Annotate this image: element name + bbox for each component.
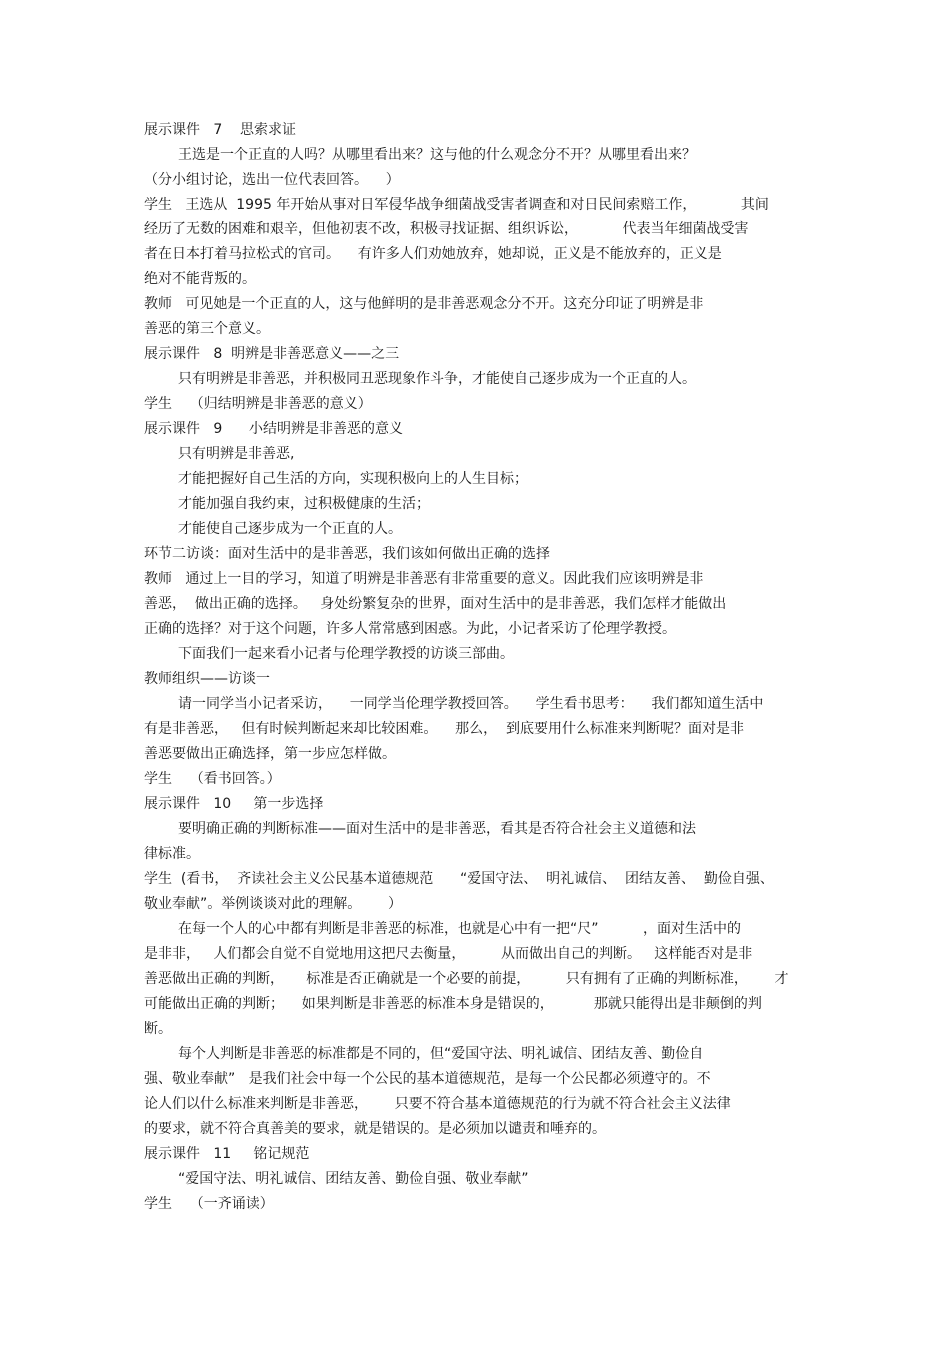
student-paragraph-line: 者在日本打着马拉松式的官司。 有许多人们劝她放弃，她却说，正义是不能放弃的，正义是 — [144, 246, 722, 262]
paragraph-line: 是非非， 人们都会自觉不自觉地用这把尺去衡量， 从而做出自己的判断。 这样能否对是非 — [144, 946, 753, 962]
summary-line: 只有明辨是非善恶, — [178, 446, 295, 462]
paragraph-line: 的要求，就不符合真善美的要求，就是错误的。是必须加以谴责和唾弃的。 — [144, 1121, 606, 1137]
paragraph-line: 善恶做出正确的判断， 标准是否正确就是一个必要的前提， 只有拥有了正确的判断标准， 才 — [144, 971, 789, 987]
paragraph-line: 可能做出正确的判断； 如果判断是非善恶的标准本身是错误的， 那就只能得出是非颠倒的判 — [144, 996, 762, 1012]
student-line: 学生 （看书回答。） — [144, 771, 281, 787]
student-paragraph-line: 学生 (看书， 齐读社会主义公民基本道德规范 “爱国守法、 明礼诚信、 团结友善、 勤俭自强、 — [144, 871, 774, 887]
interview-paragraph-line: 有是非善恶， 但有时候判断起来却比较困难。 那么， 到底要用什么标准来判断呢？面对是非 — [144, 721, 745, 737]
teacher-paragraph-line: 善恶的第三个意义。 — [144, 321, 270, 337]
section-heading: 环节二访谈：面对生活中的是非善恶，我们该如何做出正确的选择 — [144, 546, 550, 562]
student-paragraph-line: 学生 王选从 1995 年开始从事对日军侵华战争细菌战受害者调查和对日民间索赔工作， 其间 — [144, 197, 769, 213]
teacher-paragraph-line: 正确的选择？对于这个问题，许多人常常感到困惑。为此，小记者采访了伦理学教授。 — [144, 621, 676, 637]
student-line: 学生 （归结明辨是非善恶的意义） — [144, 396, 372, 412]
heading-courseware-9: 展示课件 9 小结明辨是非善恶的意义 — [144, 421, 403, 437]
interview-paragraph-line: 请一同学当小记者采访， 一同学当伦理学教授回答。 学生看书思考： 我们都知道生活中 — [178, 696, 764, 712]
student-paragraph-line: 绝对不能背叛的。 — [144, 271, 256, 287]
paragraph-line: 断。 — [144, 1021, 172, 1037]
heading-courseware-11: 展示课件 11 铭记规范 — [144, 1146, 310, 1162]
body-text: 下面我们一起来看小记者与伦理学教授的访谈三部曲。 — [178, 646, 514, 662]
teacher-organize-line: 教师组织——访谈一 — [144, 671, 270, 687]
student-paragraph-line: 经历了无数的困难和艰辛，但他初衷不改，积极寻找证据、组织诉讼， 代表当年细菌战受害 — [144, 221, 749, 237]
heading-courseware-7: 展示课件 7 思索求证 — [144, 122, 297, 138]
summary-line: 才能把握好自己生活的方向，实现积极向上的人生目标； — [178, 471, 528, 487]
question-text: 王选是一个正直的人吗？从哪里看出来？这与他的什么观念分不开？从哪里看出来？ — [178, 147, 696, 163]
heading-courseware-10: 展示课件 10 第一步选择 — [144, 796, 324, 812]
body-text: 要明确正确的判断标准——面对生活中的是非善恶，看其是否符合社会主义道德和法 — [178, 821, 696, 837]
quote-line: “爱国守法、明礼诚信、团结友善、勤俭自强、敬业奉献” — [178, 1171, 529, 1187]
summary-line: 才能加强自我约束，过积极健康的生活； — [178, 496, 430, 512]
teacher-paragraph-line: 善恶， 做出正确的选择。 身处纷繁复杂的世界，面对生活中的是非善恶，我们怎样才能做出 — [144, 596, 727, 612]
teacher-paragraph-line: 教师 可见她是一个正直的人，这与他鲜明的是非善恶观念分不开。这充分印证了明辨是非 — [144, 296, 704, 312]
heading-courseware-8: 展示课件 8 明辨是非善恶意义——之三 — [144, 346, 400, 362]
paragraph-line: 每个人判断是非善恶的标准都是不同的，但“爱国守法、明礼诚信、团结友善、勤俭自 — [178, 1046, 704, 1062]
teacher-paragraph-line: 教师 通过上一目的学习，知道了明辨是非善恶有非常重要的意义。因此我们应该明辨是非 — [144, 571, 704, 587]
body-text: 只有明辨是非善恶，并积极同丑恶现象作斗争，才能使自己逐步成为一个正直的人。 — [178, 371, 696, 387]
student-paragraph-line: 敬业奉献”。举例谈谈对此的理解。 ） — [144, 896, 402, 912]
student-line: 学生 （一齐诵读） — [144, 1196, 274, 1212]
summary-line: 才能使自己逐步成为一个正直的人。 — [178, 521, 402, 537]
body-text: 律标准。 — [144, 846, 200, 862]
instruction-text: （分小组讨论，选出一位代表回答。 ） — [144, 172, 400, 188]
paragraph-line: 论人们以什么标准来判断是非善恶， 只要不符合基本道德规范的行为就不符合社会主义法律 — [144, 1096, 731, 1112]
paragraph-line: 强、敬业奉献” 是我们社会中每一个公民的基本道德规范，是每一个公民都必须遵守的。不 — [144, 1071, 711, 1087]
paragraph-line: 在每一个人的心中都有判断是非善恶的标准，也就是心中有一把“尺” ，面对生活中的 — [178, 921, 742, 937]
interview-paragraph-line: 善恶要做出正确选择，第一步应怎样做。 — [144, 746, 396, 762]
